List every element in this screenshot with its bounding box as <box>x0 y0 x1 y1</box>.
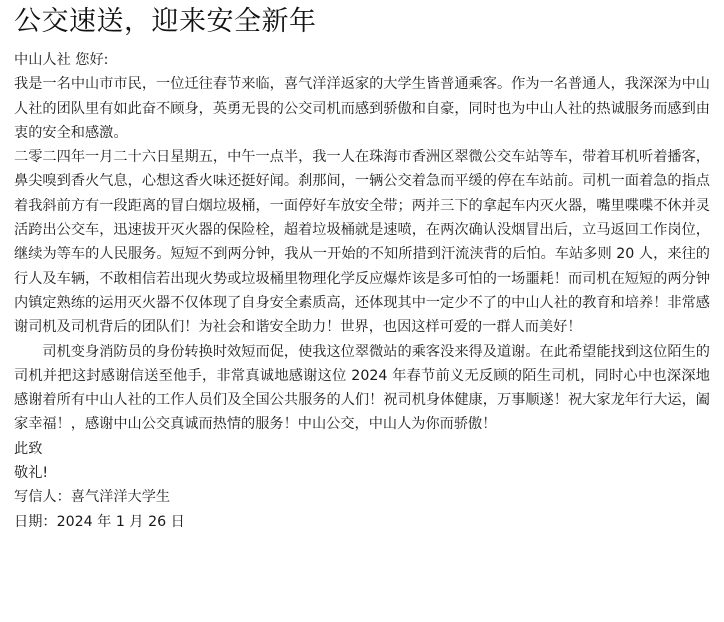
closing-line-2: 敬礼! <box>14 465 49 482</box>
letter-title: 公交速送，迎来安全新年 <box>14 6 317 37</box>
letter-date: 日期：2024 年 1 月 26 日 <box>14 513 185 530</box>
paragraph-thanks: 司机变身消防员的身份转换时效短而促，使我这位翠微站的乘客没来得及道谢。在此希望能找到这位陌生的司机并把这封感谢信送至他手，非常真诚地感谢这位 2024 年春节前义无反顾的陌生司机，同时心中也深深地感谢着所有中山人社的工作人员们及全国公共服务的人们！祝司机身体健康，万事顺遂！祝大家龙年行大运，阖家幸福！，感谢中山公交真诚而热情的服务！中山公交，中山人为你而骄傲！ <box>14 343 710 433</box>
salutation: 中山人社 您好: <box>14 52 109 68</box>
paragraph-incident: 二零二四年一月二十六日星期五，中午一点半，我一人在珠海市香洲区翠微公交车站等车，带着耳机听着播客，鼻尖嗅到香火气息，心想这香火味还挺好闻。刹那间，一辆公交着急而平缓的停在车站前。司机一面着急的指点着我斜前方有一段距离的冒白烟垃圾桶，一面停好车放安全带；两并三下的拿起车内灭火器，嘴里喋喋不休并灵活跨出公交车，迅速拔开灭火器的保险栓，超着垃圾桶就是速喷，在两次确认没烟冒出后，立马返回工作岗位，继续为等车的人民服务。短短不到两分钟，我从一开始的不知所措到汗流浃背的后怕。车站多则 20 人，来往的行人及车辆，不敢相信若出现火势或垃圾桶里物理化学反应爆炸该是多可怕的一场噩耗！而司机在短短的两分钟内镇定熟练的运用灭火器不仅体现了自身安全素质高，还体现其中一定少不了的中山人社的教育和培养！非常感谢司机及司机背后的团队们！为社会和谐安全助力！世界，也因这样可爱的一群人而美好！ <box>14 149 710 336</box>
paragraph-intro: 我是一名中山市市民，一位迁往春节来临，喜气洋洋返家的大学生皆普通乘客。作为一名普通人，我深深为中山人社的团队里有如此奋不顾身，英勇无畏的公交司机而感到骄傲和自豪，同时也为中山人社的热诚服务而感到由衷的安全和感激。 <box>14 76 710 141</box>
closing-line-1: 此致 <box>14 440 43 457</box>
signature: 写信人：喜气洋洋大学生 <box>14 489 171 506</box>
